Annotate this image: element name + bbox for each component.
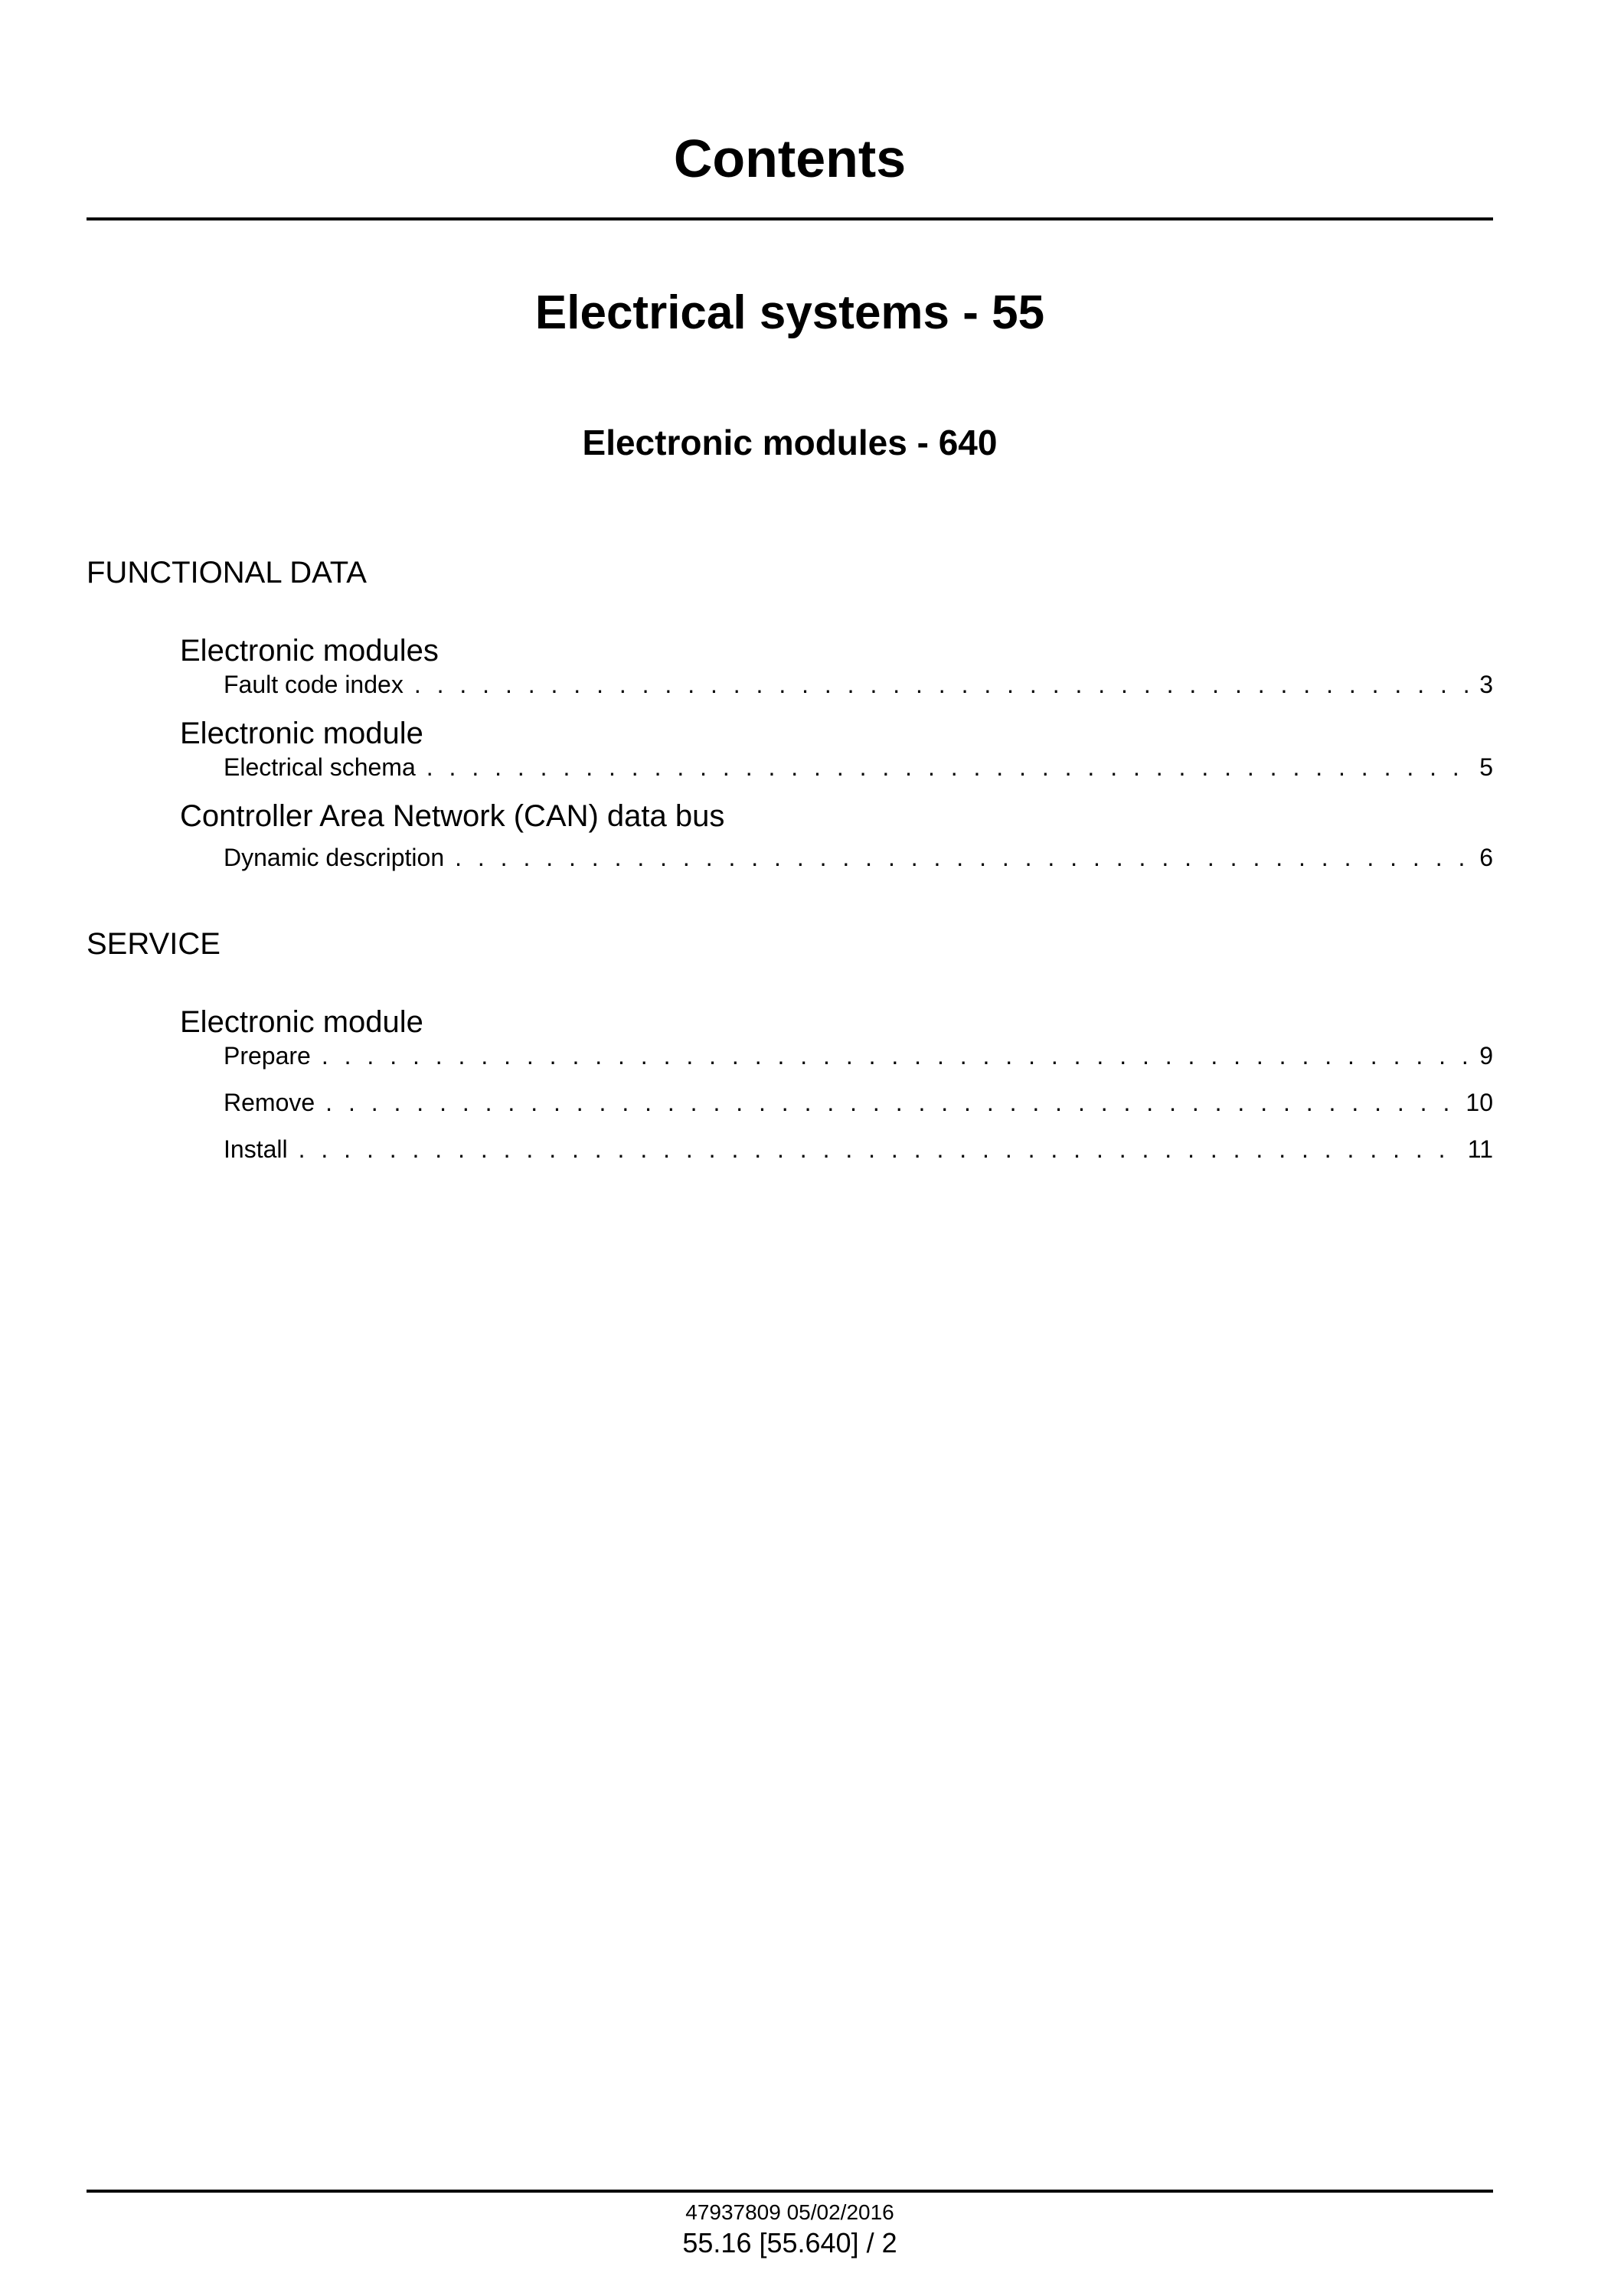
toc-entry-page: 3 (1479, 671, 1493, 698)
section-heading-functional-data: FUNCTIONAL DATA (87, 556, 367, 590)
toc-entry-fault-code-index[interactable] (224, 672, 1493, 697)
topic-electronic-module: Electronic module (180, 717, 423, 750)
toc-entry-page: 5 (1479, 753, 1493, 781)
toc-entry-install[interactable] (224, 1137, 1493, 1161)
topic-electronic-module-service: Electronic module (180, 1005, 423, 1039)
dot-leader (414, 672, 1472, 697)
group-title: Electronic modules - 640 (582, 423, 998, 462)
toc-entry-label: Remove (224, 1089, 315, 1116)
top-rule (87, 217, 1493, 220)
page-title: Contents (673, 129, 907, 188)
toc-entry-page: 9 (1479, 1042, 1493, 1070)
toc-entry-page: 6 (1479, 844, 1493, 871)
footer-page-ref: 55.16 [55.640] / 2 (682, 2227, 897, 2258)
toc-entry-electrical-schema[interactable] (224, 755, 1493, 779)
toc-entry-label: Fault code index (224, 671, 404, 698)
toc-entry-label: Electrical schema (224, 753, 416, 781)
toc-entry-remove[interactable] (224, 1090, 1493, 1115)
toc-entry-label: Install (224, 1135, 288, 1163)
dot-leader (455, 845, 1472, 870)
dot-leader (299, 1137, 1460, 1161)
toc-entry-page: 10 (1466, 1089, 1493, 1116)
topic-can-data-bus: Controller Area Network (CAN) data bus (180, 799, 725, 833)
dot-leader (426, 755, 1472, 779)
section-heading-service: SERVICE (87, 927, 221, 961)
system-title: Electrical systems - 55 (534, 286, 1045, 339)
toc-entry-dynamic-description[interactable] (224, 845, 1493, 870)
topic-electronic-modules: Electronic modules (180, 634, 439, 668)
toc-entry-label: Dynamic description (224, 844, 445, 871)
dot-leader (322, 1043, 1472, 1068)
toc-entry-prepare[interactable] (224, 1043, 1493, 1068)
toc-entry-label: Prepare (224, 1042, 311, 1070)
dot-leader (325, 1090, 1458, 1115)
toc-entry-page: 11 (1467, 1135, 1493, 1163)
bottom-rule (87, 2190, 1493, 2193)
footer-doc-ref: 47937809 05/02/2016 (685, 2200, 894, 2224)
